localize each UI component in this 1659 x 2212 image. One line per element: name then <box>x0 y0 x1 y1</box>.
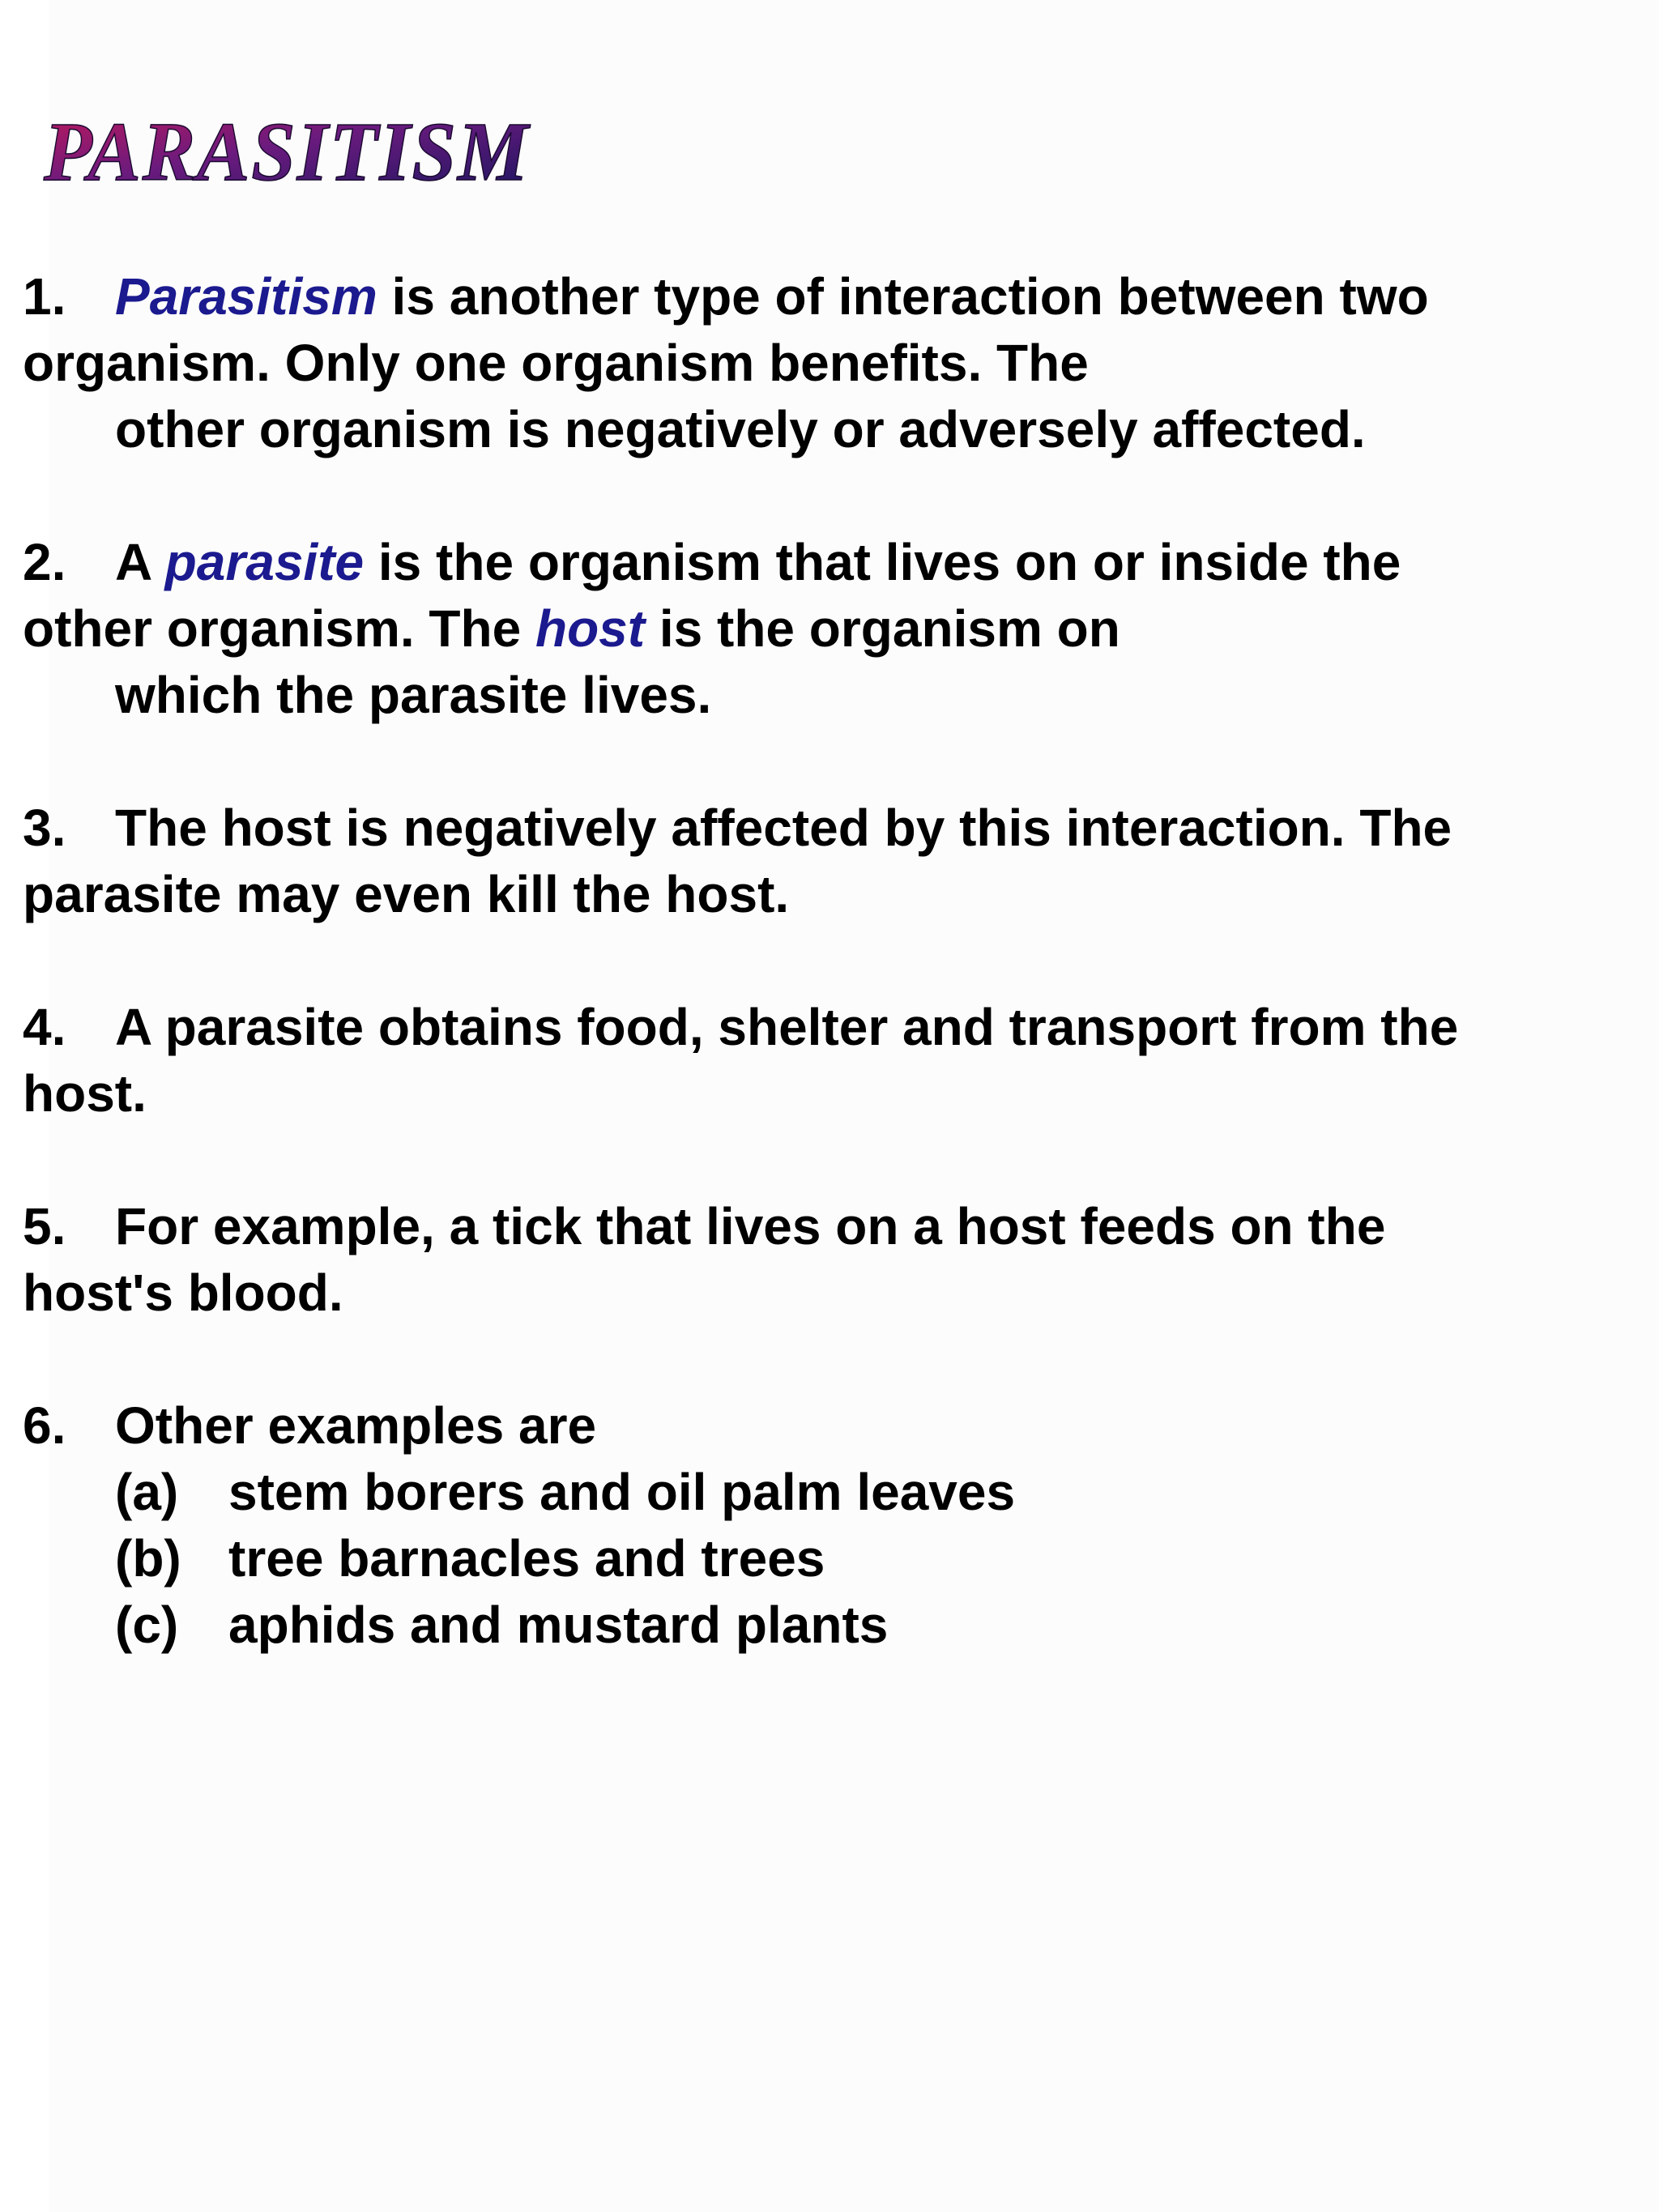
point-number: 1. <box>23 267 66 326</box>
point-2-line-2 <box>23 595 1610 662</box>
point-6-line-1 <box>23 1392 1610 1459</box>
point-6-text: Other examples are <box>115 1396 597 1455</box>
example-item-c <box>23 1592 1610 1658</box>
point-2-line-1 <box>23 529 1610 595</box>
content-list <box>23 263 1610 1658</box>
point-5 <box>23 1193 1610 1326</box>
example-text: stem borers and oil palm leaves <box>228 1463 1016 1521</box>
point-3-text: The host is negatively affected by this interaction. The <box>115 799 1452 857</box>
point-number: 2. <box>23 533 66 591</box>
example-text: tree barnacles and trees <box>228 1529 825 1588</box>
point-4 <box>23 994 1610 1127</box>
point-4-line-1 <box>23 994 1610 1060</box>
title-graphic <box>41 97 543 211</box>
point-number: 5. <box>23 1197 66 1255</box>
point-2-line-2-rest: is the organism on <box>645 599 1120 658</box>
term-parasitism: Parasitism <box>115 267 377 326</box>
point-5-line-1 <box>23 1193 1610 1259</box>
point-2-text: is the organism that lives on or inside the <box>364 533 1401 591</box>
point-3-line-2: parasite may even kill the host. <box>23 865 790 923</box>
point-1-text: is another type of interaction between two <box>377 267 1429 326</box>
example-text: aphids and mustard plants <box>228 1596 889 1654</box>
example-label: (c) <box>115 1596 179 1654</box>
example-item-a <box>23 1459 1610 1525</box>
point-1-line-2: organism. Only one organism benefits. The <box>23 334 1089 392</box>
point-number: 4. <box>23 998 66 1056</box>
point-5-text: For example, a tick that lives on a host feeds on the <box>115 1197 1386 1255</box>
term-parasite: parasite <box>164 533 365 591</box>
example-item-b <box>23 1525 1610 1592</box>
point-number: 3. <box>23 799 66 857</box>
point-2-line-3: which the parasite lives. <box>115 666 712 724</box>
point-3-line-1 <box>23 795 1610 861</box>
point-2 <box>23 529 1610 728</box>
example-label: (a) <box>115 1463 179 1521</box>
point-1-line-3: other organism is negatively or adversely affected. <box>115 400 1366 458</box>
page-title: PARASITISM <box>43 105 531 198</box>
point-1 <box>23 263 1610 462</box>
point-1-line-1 <box>23 263 1610 330</box>
example-label: (b) <box>115 1529 181 1588</box>
title-wordart <box>41 97 543 211</box>
point-2-pre: A <box>115 533 165 591</box>
term-host: host <box>535 599 646 658</box>
point-5-line-2: host's blood. <box>23 1264 343 1322</box>
point-number: 6. <box>23 1396 66 1455</box>
point-4-line-2: host. <box>23 1064 147 1123</box>
point-2-line-2-pre: other organism. The <box>23 599 535 658</box>
point-3 <box>23 795 1610 927</box>
point-4-text: A parasite obtains food, shelter and transport from the <box>115 998 1459 1056</box>
point-6 <box>23 1392 1610 1658</box>
